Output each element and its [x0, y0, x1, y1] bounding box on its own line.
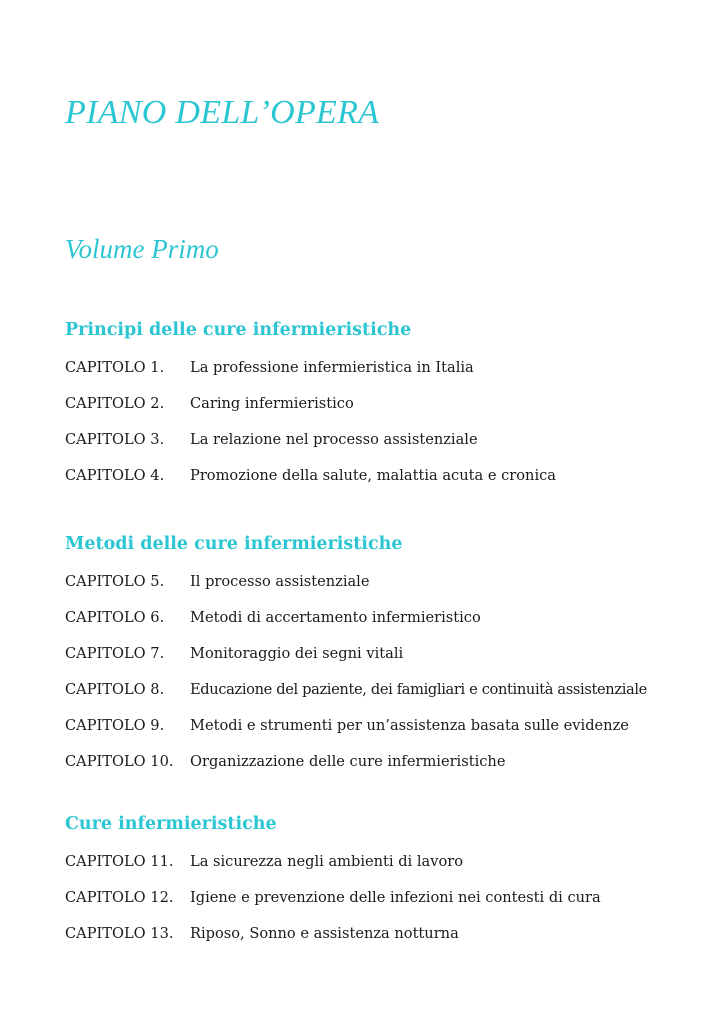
- chapter-title: Igiene e prevenzione delle infezioni nei contesti di cura: [190, 889, 601, 906]
- chapter-row-9: [65, 715, 703, 751]
- chapter-number: CAPITOLO 8.: [65, 681, 165, 698]
- chapter-row-3: [65, 429, 703, 465]
- chapter-number: CAPITOLO 4.: [65, 467, 165, 484]
- chapter-number: CAPITOLO 9.: [65, 717, 165, 734]
- chapter-number: CAPITOLO 5.: [65, 573, 165, 590]
- chapter-title: Caring infermieristico: [190, 395, 354, 412]
- chapter-title: Organizzazione delle cure infermieristiche: [190, 753, 506, 770]
- chapter-number: CAPITOLO 1.: [65, 359, 165, 376]
- chapter-number: CAPITOLO 2.: [65, 395, 165, 412]
- volume-title: Volume Primo: [65, 234, 219, 264]
- chapter-row-13: [65, 923, 703, 959]
- chapter-number: CAPITOLO 10.: [65, 753, 174, 770]
- chapter-row-11: [65, 851, 703, 887]
- chapter-number: CAPITOLO 12.: [65, 889, 174, 906]
- chapter-title: La relazione nel processo assistenziale: [190, 431, 478, 448]
- chapter-row-10: [65, 751, 703, 787]
- chapter-row-2: [65, 393, 703, 429]
- chapter-title: Riposo, Sonno e assistenza notturna: [190, 925, 459, 942]
- chapter-row-12: [65, 887, 703, 923]
- chapter-row-8: [65, 679, 703, 715]
- section-metodi: [65, 531, 703, 787]
- chapter-title: Metodi e strumenti per un’assistenza basata sulle evidenze: [190, 717, 629, 734]
- chapter-number: CAPITOLO 6.: [65, 609, 165, 626]
- page-title: PIANO DELL’OPERA: [65, 94, 380, 131]
- chapter-title: La professione infermieristica in Italia: [190, 359, 474, 376]
- chapter-title: Promozione della salute, malattia acuta e cronica: [190, 467, 556, 484]
- chapter-number: CAPITOLO 3.: [65, 431, 165, 448]
- chapter-title: La sicurezza negli ambienti di lavoro: [190, 853, 464, 870]
- chapter-title: Il processo assistenziale: [190, 573, 370, 590]
- chapter-title: Monitoraggio dei segni vitali: [190, 645, 404, 662]
- section-title: Cure infermieristiche: [65, 814, 277, 834]
- chapter-title: Metodi di accertamento infermieristico: [190, 609, 481, 626]
- section-cure: [65, 811, 703, 959]
- chapter-number: CAPITOLO 7.: [65, 645, 165, 662]
- chapter-row-5: [65, 571, 703, 607]
- section-title: Principi delle cure infermieristiche: [65, 320, 412, 340]
- chapter-row-7: [65, 643, 703, 679]
- section-title: Metodi delle cure infermieristiche: [65, 534, 403, 554]
- chapter-row-6: [65, 607, 703, 643]
- chapter-number: CAPITOLO 11.: [65, 853, 174, 870]
- chapter-row-1: [65, 357, 703, 393]
- section-principi: [65, 317, 703, 501]
- chapter-title: Educazione del paziente, dei famigliari e continuità assistenziale: [190, 681, 647, 698]
- chapter-row-4: [65, 465, 703, 501]
- chapter-number: CAPITOLO 13.: [65, 925, 174, 942]
